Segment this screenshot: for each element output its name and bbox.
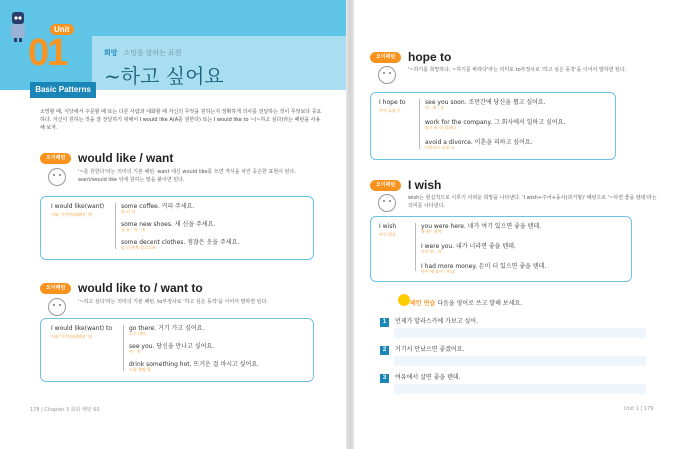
section-pill: 오이패턴 (40, 283, 71, 294)
section-title: I wish (408, 178, 442, 192)
pattern-stem: I hope to (379, 99, 406, 106)
unit-number: 01 (28, 32, 67, 74)
right-footer: Unit 1 | 179 (624, 406, 654, 412)
section-title: would like / want (78, 151, 174, 165)
example-sub: 월크 포 더 컴퍼니 (425, 125, 456, 130)
header-tag (104, 48, 182, 58)
example-sub: 좀 뉴 · 슈 · 조 (121, 227, 146, 232)
answer-field[interactable] (394, 356, 646, 366)
pattern-stem-sub: 이외 '무엇이/대해서' 원 (51, 334, 92, 339)
pattern-stem: I would like(want) (51, 203, 105, 210)
practice-question (380, 344, 464, 355)
example-text: work for the company. 그 회사에서 일하고 싶어요. (425, 119, 566, 126)
example-sub: 아이 햇 모어 · 머니 (421, 269, 455, 274)
section-pill: 오이패턴 (370, 180, 401, 191)
branch-line (115, 203, 116, 249)
page-number: 179 (643, 406, 654, 412)
mascot-icon (6, 8, 30, 42)
section-desc: '~하고 싶다'라는 의미의 기본 패턴. to부정사로 '하고 싶은 동작'을 이어서 말하면 된다. (78, 299, 268, 305)
face-icon (48, 168, 66, 186)
intro-text: 소망할 때, 식당에서 주문할 때 또는 다른 사람과 대화할 때 자신의 무엇을 원하는지 정확하게 의사를 전달하는 것이 무엇보다 중요하다. 자신이 원하는 것을 잘 전달하기 위해서 I would like A(A를 원한다) 또는 I would like to ~(~하고 싶다)라는 패턴을 사용해 보자. (40, 109, 322, 131)
branch-line (419, 99, 420, 149)
branch-line (415, 223, 416, 271)
example-sub: 아이 워 · 유 (421, 249, 442, 254)
pattern-stem: I wish (379, 223, 397, 230)
example-text: some new shoes. 새 신을 주세요. (121, 221, 216, 228)
section-desc: '~하기를 희망하다, ~하기를 바라다'라는 의미로 to부정사로 '하고 싶은 동작'을 이어서 말하면 된다. (408, 67, 627, 73)
example-sub: 씨 · 유 · 순 (425, 105, 445, 110)
pattern-stem-sub: 아이 호웁 투 (379, 108, 401, 113)
chapter-label: Chapter 3 회화 패턴 60 (44, 407, 100, 413)
pattern-box (40, 318, 314, 382)
unit-badge (28, 24, 82, 74)
practice-question (380, 316, 478, 327)
example-text: see you soon. 조만간에 당신을 뵙고 싶어요. (425, 99, 546, 106)
example-text: some decent clothes. 점잖은 옷을 주세요. (121, 239, 240, 246)
section-desc: wish는 현실적으로 이루기 어려운 희망을 나타낸다. 'I wish+주어+동사(과거형)' 패턴으로 '~라면 좋을 텐데'라는 의미를 나타낸다. (408, 195, 657, 209)
example-text: see you. 당신을 만나고 싶어요. (129, 343, 215, 350)
basic-patterns-tab: Basic Patterns (30, 82, 96, 98)
section-desc: '~를 원한다'라는 의미의 기본 패턴. want 대신 would like를 쓰면 격식을 차린 공손한 표현이 된다. want/would like 뒤에 원하는 말을 붙이면 된다. (78, 169, 296, 183)
example-sub: 을 커 피 (121, 209, 136, 214)
question-text: 거기서 만났으면 좋겠어요. (395, 346, 465, 353)
example-sub: 좀 디·센트 클로드조 (121, 245, 156, 250)
book-gutter (346, 0, 354, 449)
page-title: ~하고 싶어요 (104, 64, 224, 88)
tag-sub: 소망을 말하는 표현 (123, 50, 182, 57)
pattern-box (40, 196, 314, 260)
question-number: 2 (380, 346, 389, 355)
face-icon (48, 298, 66, 316)
question-number: 3 (380, 374, 389, 383)
section-title: hope to (408, 50, 452, 64)
pattern-stem-sub: 아이 위쉬 (379, 232, 396, 237)
question-number: 1 (380, 318, 389, 327)
example-text: you were here. 네가 여기 있으면 좋을 텐데. (421, 223, 542, 230)
example-sub: 고우 데어 (129, 331, 146, 336)
practice-question (380, 372, 461, 383)
practice-instruction: 다음을 영어로 쓰고 말해 보세요. (437, 300, 523, 307)
example-text: some coffee. 커피 주세요. (121, 203, 195, 210)
example-text: I were you. 내가 너라면 좋을 텐데. (421, 243, 516, 250)
example-text: avoid a divorce. 이혼을 피하고 싶어요. (425, 139, 533, 146)
pattern-box (370, 92, 616, 160)
pattern-stem: I would like(want) to (51, 325, 113, 332)
smiley-icon (398, 294, 410, 306)
example-sub: 드링 썸띵 핫 (129, 367, 151, 372)
question-text: 언제가 알라스카에 가보고 싶어. (395, 318, 478, 325)
section-title: would like to / want to (78, 281, 203, 295)
tag-label: 희망 (104, 50, 118, 57)
question-text: 여유에서 살면 좋을 텐데. (395, 374, 461, 381)
pattern-stem-sub: 이외 '무엇이/대해서' 원 (51, 212, 92, 217)
example-sub: 씨 · 유 (129, 349, 141, 354)
answer-field[interactable] (394, 384, 646, 394)
pattern-box (370, 216, 632, 282)
section-pill: 오이패턴 (40, 153, 71, 164)
face-icon (378, 66, 396, 84)
example-text: I had more money. 돈이 더 있으면 좋을 텐데. (421, 263, 547, 270)
face-icon (378, 194, 396, 212)
practice-heading (410, 298, 522, 307)
practice-label: 패턴 연습 (410, 300, 436, 307)
example-sub: 어보이드 디보·스 (425, 145, 455, 150)
unit-label: Unit (50, 24, 74, 35)
example-text: go there. 거기 가고 싶어요. (129, 325, 205, 332)
section-pill: 오이패턴 (370, 52, 401, 63)
page-number: 178 (30, 407, 40, 413)
unit-footer-label: Unit 1 (624, 406, 639, 412)
branch-line (123, 325, 124, 371)
answer-field[interactable] (394, 328, 646, 338)
left-footer: 178 | Chapter 3 회화 패턴 60 (30, 407, 100, 413)
example-text: drink something hot. 뜨거운 걸 마시고 싶어요. (129, 361, 260, 368)
left-page (0, 0, 346, 449)
example-sub: 유 워 · 히어 (421, 229, 442, 234)
